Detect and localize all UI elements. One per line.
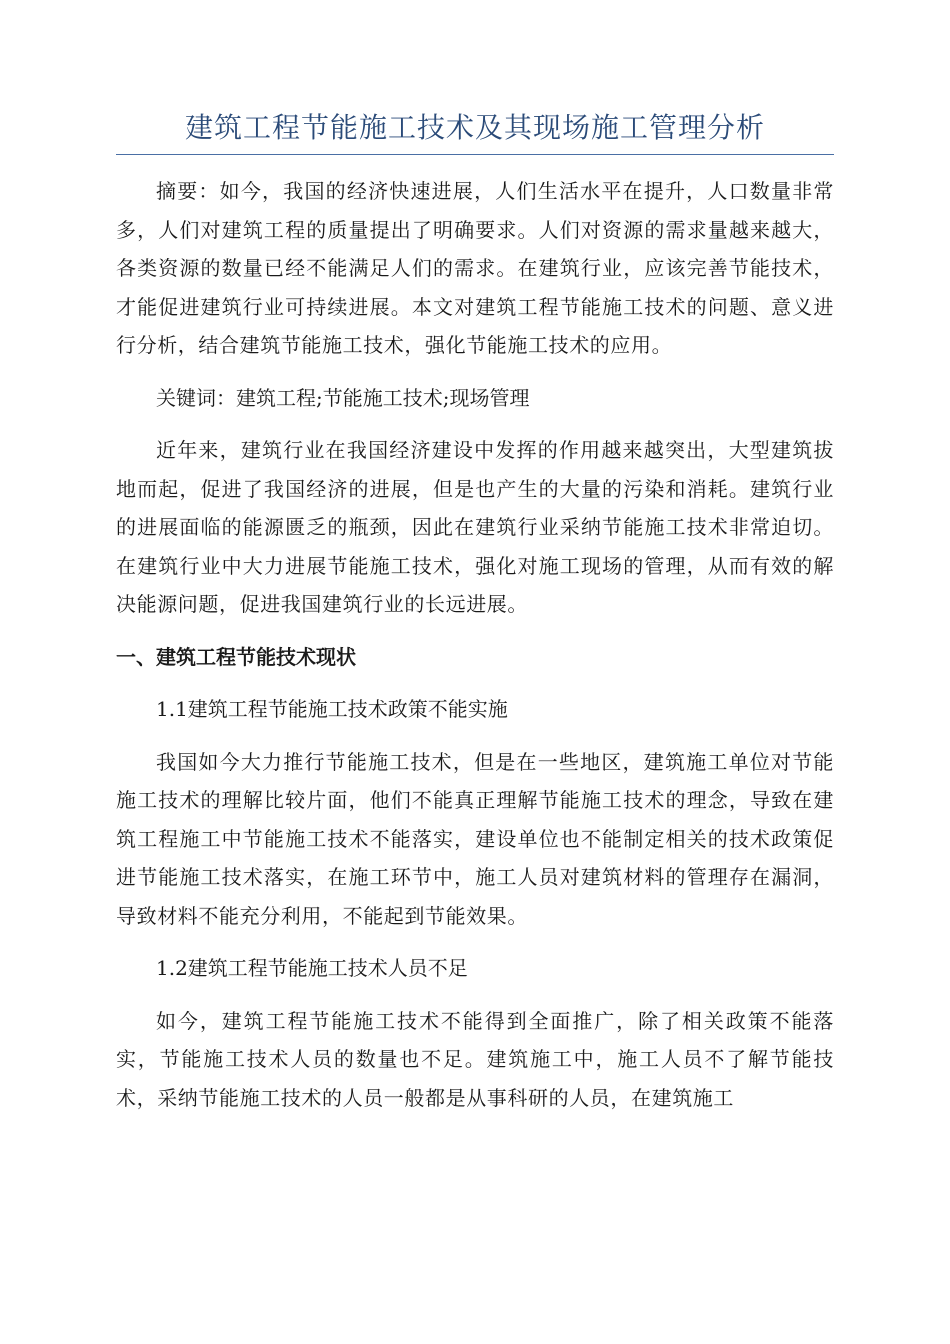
- intro-paragraph: 近年来，建筑行业在我国经济建设中发挥的作用越来越突出，大型建筑拔地而起，促进了我国经济的进展，但是也产生的大量的污染和消耗。建筑行业的进展面临的能源匮乏的瓶颈，因此在建筑行业采纳节能施工技术非常迫切。在建筑行业中大力进展节能施工技术，强化对施工现场的管理，从而有效的解决能源问题，促进我国建筑行业的长远进展。: [116, 438, 834, 616]
- abstract-paragraph: 摘要：如今，我国的经济快速进展，人们生活水平在提升，人口数量非常多，人们对建筑工程的质量提出了明确要求。人们对资源的需求量越来越大，各类资源的数量已经不能满足人们的需求。在建筑行业，应该完善节能技术，才能促进建筑行业可持续进展。本文对建筑工程节能施工技术的问题、意义进行分析，结合建筑节能施工技术，强化节能施工技术的应用。: [116, 179, 834, 357]
- subsection-1-1-paragraph: 我国如今大力推行节能施工技术，但是在一些地区，建筑施工单位对节能施工技术的理解比较片面，他们不能真正理解节能施工技术的理念，导致在建筑工程施工中节能施工技术不能落实，建设单位也不能制定相关的技术政策促进节能施工技术落实，在施工环节中，施工人员对建筑材料的管理存在漏洞，导致材料不能充分利用，不能起到节能效果。: [116, 749, 834, 928]
- title-underline: [116, 154, 834, 155]
- document-title: 建筑工程节能施工技术及其现场施工管理分析: [184, 111, 765, 144]
- keywords-line: 关键词：建筑工程;节能施工技术;现场管理: [156, 385, 530, 410]
- document-body: [116, 172, 834, 1131]
- subsection-1-2-heading: 1.2建筑工程节能施工技术人员不足: [156, 956, 468, 980]
- subsection-1-2-paragraph: 如今，建筑工程节能施工技术不能得到全面推广，除了相关政策不能落实，节能施工技术人员的数量也不足。建筑施工中，施工人员不了解节能技术，采纳节能施工技术的人员一般都是从事科研的人员，在建筑施工: [116, 1008, 834, 1110]
- section-1-heading: 一、建筑工程节能技术现状: [116, 644, 356, 669]
- subsection-1-1-heading: 1.1建筑工程节能施工技术政策不能实施: [156, 697, 508, 721]
